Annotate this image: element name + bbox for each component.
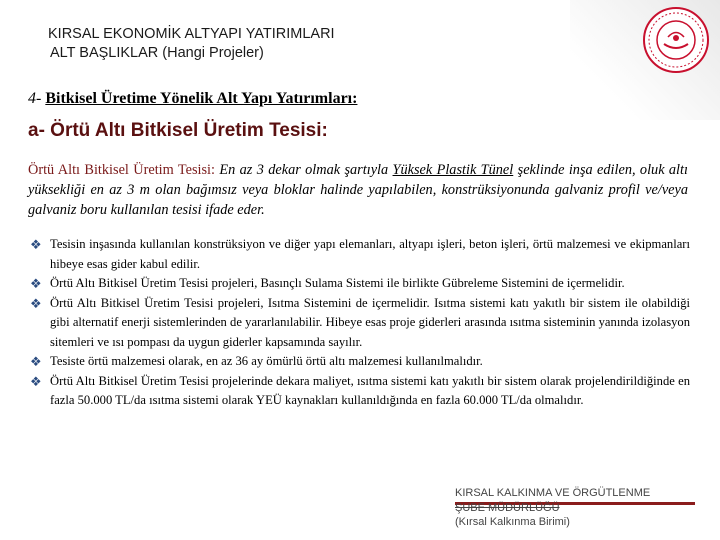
definition-part-2: şeklinde inşa edilen, oluk altı yüksekliği en az 3 m olan bağımsız veya bloklar halinde yapılabilen, konstrüksiyonunda galvaniz profil ve/veya galvaniz boru kullanılan tesisi ifade eder.	[28, 162, 688, 218]
list-item	[30, 294, 690, 353]
header-line-1: KIRSAL EKONOMİK ALTYAPI YATIRIMLARI	[48, 26, 335, 42]
definition-part-1: En az 3 dekar olmak şartıyla	[219, 162, 389, 178]
footer-line-3: (Kırsal Kalkınma Birimi)	[455, 516, 570, 528]
diamond-bullet-icon: ❖	[30, 373, 42, 389]
definition-paragraph	[28, 160, 688, 220]
list-item	[30, 372, 690, 411]
section-heading	[28, 90, 357, 108]
definition-underlined: Yüksek Plastik Tünel	[392, 162, 514, 178]
bullet-text: Tesiste örtü malzemesi olarak, en az 36 ay ömürlü örtü altı malzemesi kullanılmalıdır.	[50, 354, 483, 368]
ministry-logo-icon	[642, 6, 710, 74]
section-title: Bitkisel Üretime Yönelik Alt Yapı Yatırımları:	[45, 90, 358, 107]
diamond-bullet-icon: ❖	[30, 295, 42, 311]
diamond-bullet-icon: ❖	[30, 237, 42, 252]
page-header	[48, 25, 335, 63]
footer-line-2: ŞUBE MÜDÜRLÜĞÜ	[455, 501, 560, 514]
footer-label	[455, 486, 650, 530]
subsection-title: a- Örtü Altı Bitkisel Üretim Tesisi:	[28, 120, 328, 141]
footer-line-1: KIRSAL KALKINMA VE ÖRGÜTLENME	[455, 487, 651, 499]
diamond-bullet-icon: ❖	[30, 354, 42, 369]
bullet-text: Tesisin inşasında kullanılan konstrüksiyon ve diğer yapı elemanları, altyapı işleri, beton işleri, örtü malzemesi ve ekipmanları hibeye esas gider kabul edilir.	[50, 237, 690, 271]
list-item	[30, 274, 690, 294]
bullet-text: Örtü Altı Bitkisel Üretim Tesisi projeleri, Isıtma Sistemini de içermelidir. Isıtma sistemi katı yakıtlı bir sistem ile olabildiği gibi alternatif enerji sistemlerinden de yararlanılabilir. Hibeye esas proje giderleri arasında ısıtma sisteminin yanında izolasyon sitemleri ve ısı pompası da uygun giderler kapsamında sayılır.	[50, 295, 690, 349]
diamond-bullet-icon: ❖	[30, 276, 42, 291]
header-line-2: ALT BAŞLIKLAR (Hangi Projeler)	[50, 45, 264, 61]
section-number: 4-	[28, 90, 42, 107]
bullet-text: Örtü Altı Bitkisel Üretim Tesisi projeleri, Basınçlı Sulama Sistemi ile birlikte Gübreleme Sistemini de içermelidir.	[50, 276, 625, 290]
bullet-text: Örtü Altı Bitkisel Üretim Tesisi projelerinde dekara maliyet, ısıtma sistemi katı yakıtlı bir sistem olarak projelendirildiğinde en fazla 50.000 TL/da ısıtma sistemi olarak YEÜ kaynakları kullanıldığında en fazla 60.000 TL/da olmalıdır.	[50, 373, 690, 407]
bullet-list	[30, 235, 690, 411]
list-item	[30, 352, 690, 372]
list-item	[30, 235, 690, 274]
definition-lead: Örtü Altı Bitkisel Üretim Tesisi:	[28, 162, 215, 178]
